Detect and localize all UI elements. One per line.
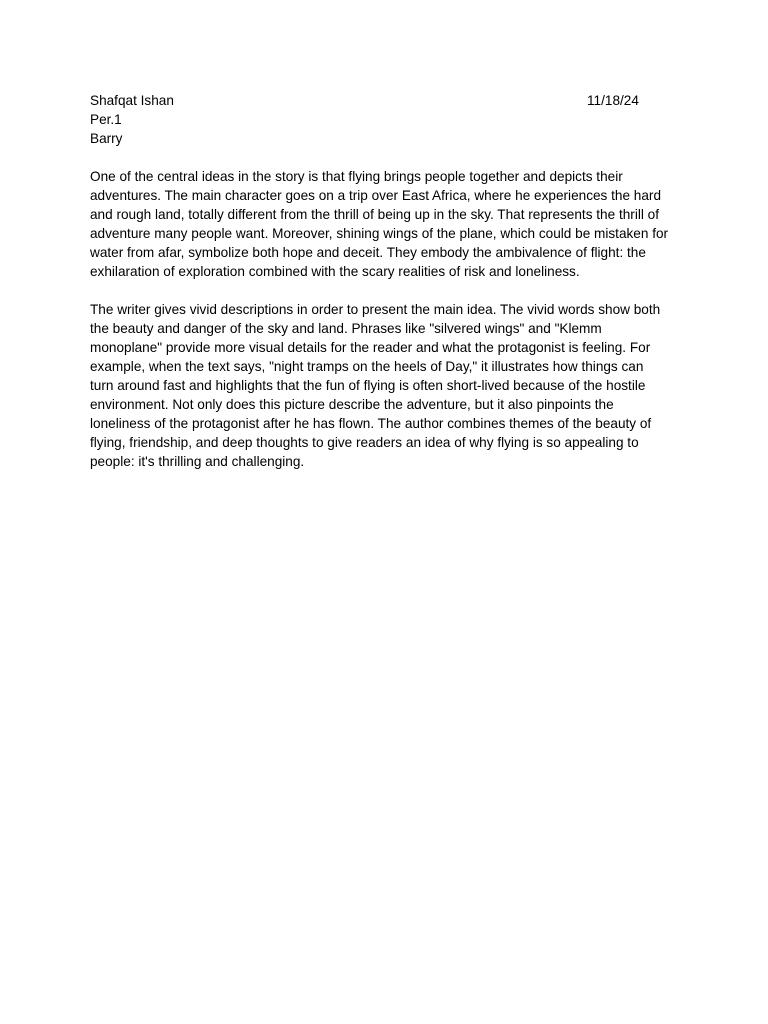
- paragraph-2: [90, 300, 682, 471]
- text-line: example, when the text says, "night tramps on the heels of Day," it illustrates how things can: [90, 359, 644, 374]
- text-line: loneliness of the protagonist after he has flown. The author combines themes of the beauty of: [90, 416, 652, 431]
- text-line: water from afar, symbolize both hope and deceit. They embody the ambivalence of flight: the: [90, 245, 646, 260]
- text-line: the beauty and danger of the sky and land. Phrases like "silvered wings" and "Klemm: [90, 321, 602, 336]
- text-line: adventures. The main character goes on a trip over East Africa, where he experiences the hard: [90, 188, 662, 203]
- text-line: monoplane" provide more visual details for the reader and what the protagonist is feeling. For: [90, 340, 651, 355]
- document-body: [90, 91, 682, 471]
- text-line: people: it's thrilling and challenging.: [90, 454, 305, 469]
- assignment-date: 11/18/24: [587, 93, 639, 108]
- text-line: exhilaration of exploration combined with the scary realities of risk and loneliness.: [90, 264, 580, 279]
- paragraph-1: [90, 167, 682, 281]
- teacher-name: Barry: [90, 131, 123, 146]
- text-line: and rough land, totally different from the thrill of being up in the sky. That represents the thrill of: [90, 207, 659, 222]
- text-line: turn around fast and highlights that the fun of flying is often short-lived because of the hostile: [90, 378, 646, 393]
- text-line: adventure many people want. Moreover, shining wings of the plane, which could be mistaken for: [90, 226, 669, 241]
- header-line: [90, 91, 682, 110]
- student-name: Shafqat Ishan: [90, 93, 174, 108]
- text-line: environment. Not only does this picture describe the adventure, but it also pinpoints the: [90, 397, 614, 412]
- text-line: The writer gives vivid descriptions in order to present the main idea. The vivid words show both: [90, 302, 661, 317]
- text-line: flying, friendship, and deep thoughts to give readers an idea of why flying is so appealing to: [90, 435, 639, 450]
- class-period: Per.1: [90, 112, 122, 127]
- text-line: One of the central ideas in the story is that flying brings people together and depicts their: [90, 169, 623, 184]
